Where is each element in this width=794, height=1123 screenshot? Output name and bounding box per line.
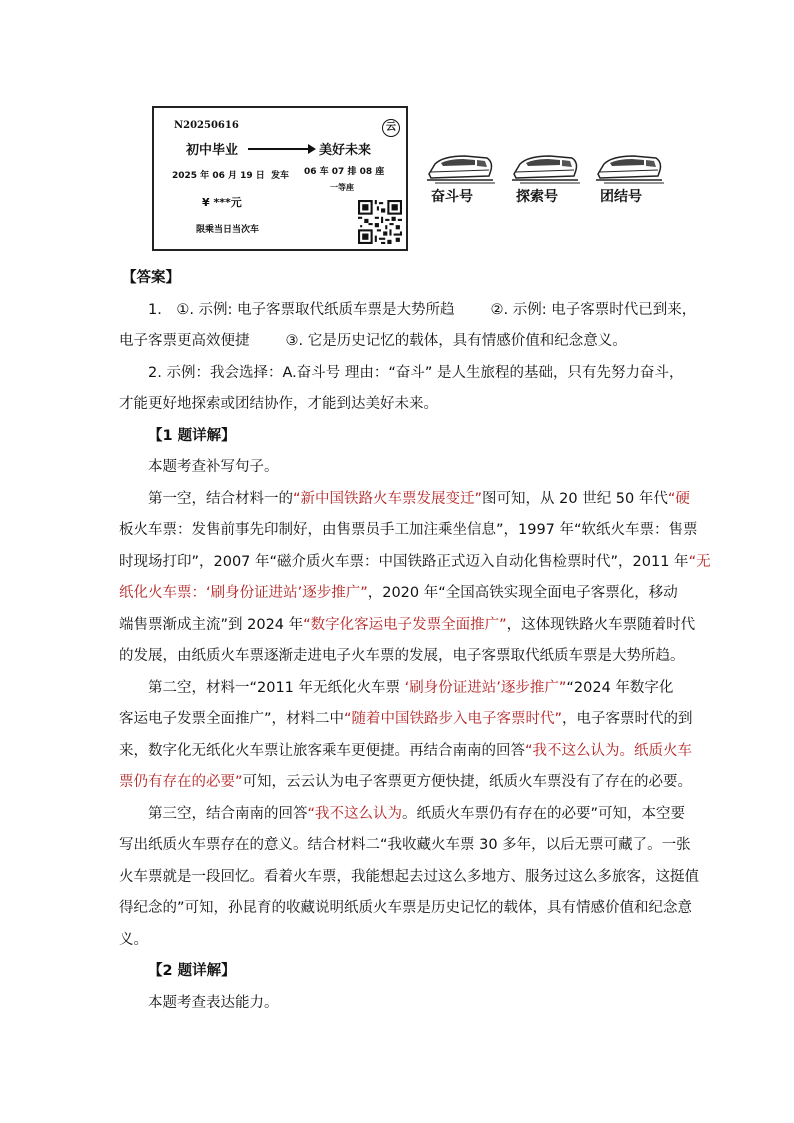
train-label: 团结号 (600, 189, 642, 205)
para1-line: 端售票渐成主流”到 2024 年“数字化客运电子发票全面推广”，这体现铁路火车票随着时代 (119, 617, 696, 633)
para1-line: 板火车票：发售前事先印制好，由售票员手工加注乘坐信息”，1997 年“软纸火车票：售票 (119, 522, 698, 538)
train-icon (510, 150, 582, 186)
train-option-1 (425, 150, 497, 210)
answer-1-line-2: 电子客票更高效便捷 ③. 它是历史记忆的载体，具有情感价值和纪念意义。 (119, 333, 627, 349)
para1-line: 纸化火车票：‘刷身份证进站’逐步推广”，2020 年“全国高铁实现全面电子客票化，移动 (119, 585, 678, 601)
answer-heading: 【答案】 (122, 270, 180, 286)
ticket-to: 美好未来 (319, 143, 372, 158)
para3-line: 义。 (119, 932, 148, 948)
detail-1-intro: 本题考查补写句子。 (148, 459, 279, 475)
para2-line: 票仍有存在的必要”可知，云云认为电子客票更方便快捷，纸质火车票没有了存在的必要。 (119, 774, 693, 790)
answer-2-line-1: 2. 示例：我会选择：A.奋斗号 理由：“奋斗” 是人生旅程的基础，只有先努力奋斗， (148, 365, 684, 381)
ticket-number: N20250616 (174, 120, 239, 131)
para1-line: 的发展，由纸质火车票逐渐走进电子火车票的发展，电子客票取代纸质车票是大势所趋。 (119, 648, 685, 664)
ticket-seat: 06 车 07 排 08 座 (304, 167, 385, 177)
train-icon (594, 150, 666, 186)
para1-line: 时现场打印”，2007 年“磁介质火车票：中国铁路正式迈入自动化售检票时代”，2011 年“无 (119, 554, 711, 570)
para3-line: 火车票就是一段回忆。看着火车票，我能想起去过这么多地方、服务过这么多旅客，这挺值 (119, 869, 699, 885)
para3-line: 写出纸质火车票存在的意义。结合材料二“我收藏火车票 30 多年，以后无票可藏了。一张 (119, 837, 691, 853)
para3-line: 第三空，结合南南的回答“我不这么认为。纸质火车票仍有存在的必要”可知，本空要 (148, 806, 686, 822)
yun-logo-icon: 云 (382, 119, 400, 137)
para3-line: 得纪念的”可知，孙昆育的收藏说明纸质火车票是历史记忆的载体，具有情感价值和纪念意 (119, 900, 693, 916)
qr-code-icon (358, 200, 402, 244)
train-label: 奋斗号 (431, 189, 473, 205)
arrow-right-icon (248, 148, 314, 150)
train-label: 探索号 (516, 189, 558, 205)
answer-2-line-2: 才能更好地探索或团结协作，才能到达美好未来。 (119, 396, 438, 412)
para1-line: 第一空，结合材料一的“新中国铁路火车票发展变迁”图可知，从 20 世纪 50 年代“硬 (148, 491, 690, 507)
train-option-2 (510, 150, 582, 210)
ticket-date: 2025 年 06 月 19 日 发车 (172, 171, 290, 181)
detail-2-intro: 本题考查表达能力。 (148, 995, 279, 1011)
train-option-3 (594, 150, 666, 210)
detail-2-heading: 【2 题详解】 (148, 963, 236, 979)
para2-line: 第二空，材料一“2011 年无纸化火车票 ‘刷身份证进站’逐步推广”“2024 年数字化 (148, 680, 674, 696)
answer-1-line-1: 1. ①. 示例: 电子客票取代纸质车票是大势所趋 ②. 示例: 电子客票时代已到来， (148, 302, 697, 318)
detail-1-heading: 【1 题详解】 (148, 428, 236, 444)
ticket-from: 初中毕业 (186, 143, 239, 158)
para2-line: 来，数字化无纸化火车票让旅客乘车更便捷。再结合南南的回答“我不这么认为。纸质火车 (119, 743, 693, 759)
para2-line: 客运电子发票全面推广”，材料二中“随着中国铁路步入电子客票时代”，电子客票时代的到 (119, 711, 693, 727)
train-ticket (152, 106, 408, 251)
ticket-seat-class: 一等座 (330, 183, 354, 192)
ticket-limit: 限乘当日当次车 (196, 225, 260, 235)
ticket-price: ¥ ***元 (202, 196, 242, 209)
train-icon (425, 150, 497, 186)
